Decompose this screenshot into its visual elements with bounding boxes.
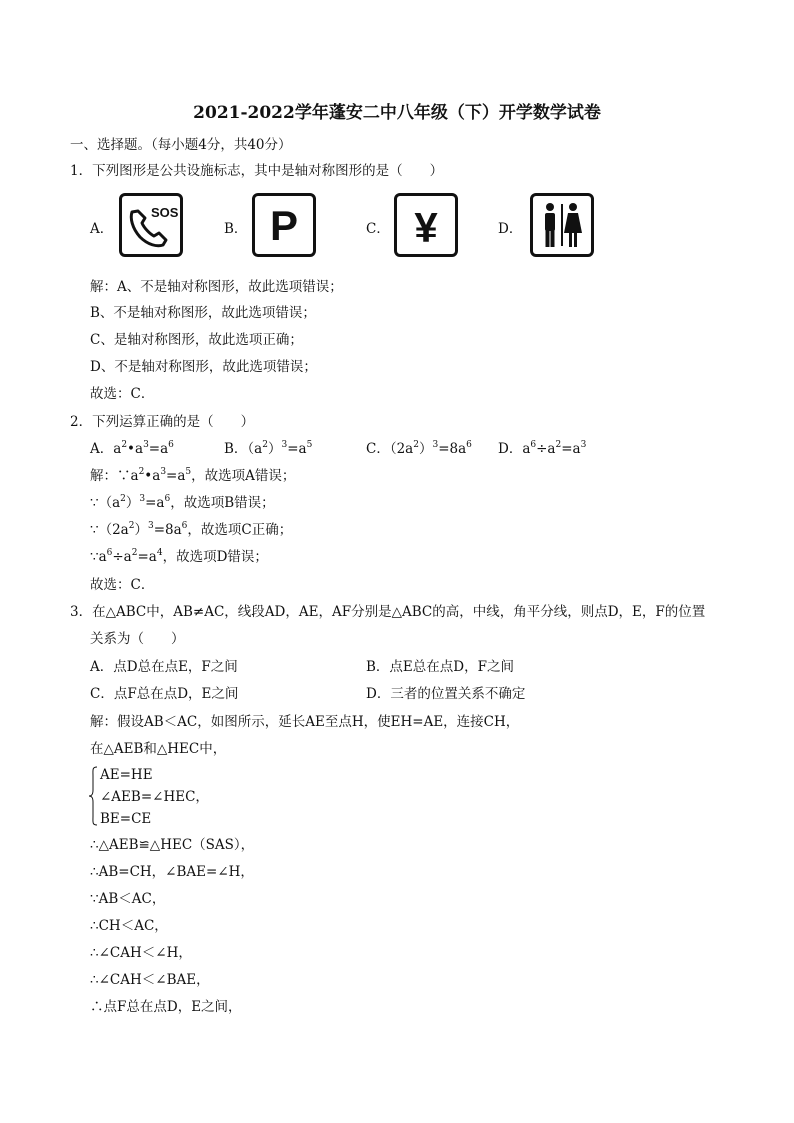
q1-solution-line: D、不是轴对称图形，故此选项错误； [90, 359, 317, 375]
q3-solution-line: ∴∠CAH＜∠H， [90, 945, 192, 961]
q2-solution-line: $\because(a^2)^3=a^6$，故选项B错误； [90, 493, 275, 511]
q2-option-c: C．$(2a^2)^3=8a^6$ [366, 439, 472, 457]
q3-solution-line: ∴CH＜AC， [90, 918, 168, 934]
q2-solution-line: 解：$\because a^2•a^3=a^5$，故选项A错误； [90, 466, 296, 484]
q3-solution-line: 在△AEB和△HEC中， [90, 741, 227, 757]
question-3-stem: 3．在△ABC中，AB≠AC，线段AD，AE，AF分别是△ABC的高，中线，角平分线，则点D，E，F的位置 [70, 604, 706, 620]
question-1-stem: 1．下列图形是公共设施标志，其中是轴对称图形的是（ ） [70, 163, 444, 179]
q2-solution-line: $\because(2a^2)^3=8a^6$，故选项C正确； [90, 520, 293, 538]
q3-option-d: D．三者的位置关系不确定 [366, 686, 526, 702]
q1-answer: 故选：C． [90, 386, 155, 402]
section-heading: 一、选择题。（每小题4分，共40分） [70, 137, 292, 153]
q3-solution-line: ∵AB＜AC， [90, 891, 166, 907]
option-b-label: B． [224, 221, 248, 237]
system-equation: ∠AEB=∠HEC， [100, 789, 209, 805]
restroom-icon [530, 193, 594, 257]
parking-letter: P [269, 202, 299, 249]
q2-option-d: D．$a^6\div a^2=a^3$ [498, 439, 587, 457]
parking-icon [252, 193, 316, 257]
q2-option-b: B．$(a^2)^3=a^5$ [224, 439, 313, 457]
q3-solution-line: 解：假设AB＜AC，如图所示，延长AE至点H，使EH=AE，连接CH， [90, 714, 520, 730]
q2-solution-line: $\because a^6\div a^2=a^4$，故选项D错误； [90, 547, 268, 565]
q3-solution-line: ∴点F总在点D，E之间， [90, 999, 242, 1015]
phone-sos-icon [119, 193, 183, 257]
q1-solution-line: 解：A、不是轴对称图形，故此选项错误； [90, 279, 343, 295]
q3-solution-line: ∴∠CAH＜∠BAE， [90, 972, 210, 988]
q3-solution-line: ∴AB=CH，∠BAE=∠H， [90, 864, 254, 880]
q1-solution-line: C、是轴对称图形，故此选项正确； [90, 332, 303, 348]
yen-symbol: ¥ [414, 204, 438, 251]
sos-text: SOS [151, 205, 179, 220]
system-equation: AE=HE [100, 767, 153, 783]
q2-option-a: A．$a^2•a^3=a^6$ [90, 439, 174, 457]
option-d-label: D． [498, 221, 523, 237]
q3-option-a: A．点D总在点E，F之间 [90, 659, 238, 675]
option-c-label: C． [366, 221, 390, 237]
system-equation: BE=CE [100, 811, 152, 827]
q1-solution-line: B、不是轴对称图形，故此选项错误； [90, 305, 316, 321]
option-a-label: A． [90, 221, 114, 237]
question-2-stem: 2．下列运算正确的是（ ） [70, 414, 255, 430]
yen-icon [394, 193, 458, 257]
q3-solution-line: ∴△AEB≌△HEC（SAS）， [90, 837, 255, 853]
q2-answer: 故选：C． [90, 577, 155, 593]
system-brace [88, 766, 98, 826]
q3-option-c: C．点F总在点D，E之间 [90, 686, 239, 702]
q3-option-b: B．点E总在点D，F之间 [366, 659, 514, 675]
page-title: 2021-2022学年蓬安二中八年级（下）开学数学试卷 [193, 103, 601, 123]
question-3-stem-cont: 关系为（ ） [90, 631, 185, 647]
